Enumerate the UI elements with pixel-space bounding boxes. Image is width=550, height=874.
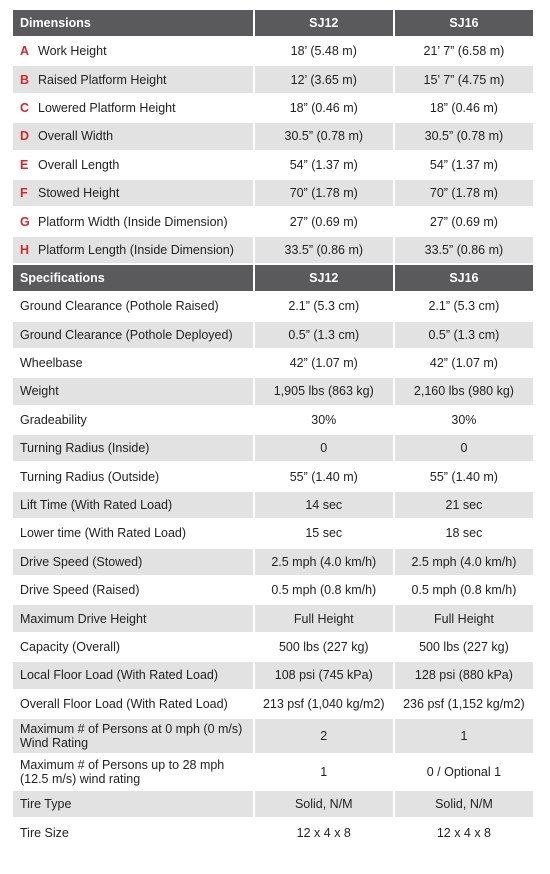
dimension-label: Raised Platform Height (38, 72, 167, 87)
dimension-sj12-value: 54” (1.37 m) (289, 157, 358, 172)
specification-label: Ground Clearance (Pothole Raised) (20, 299, 219, 314)
specification-sj12-value: 2 (255, 719, 393, 753)
dimension-row (13, 38, 533, 64)
dimension-label-cell (13, 95, 253, 121)
specification-sj16-value: 2,160 lbs (980 kg) (395, 378, 533, 404)
specification-sj12-value: 2.1” (5.3 cm) (288, 299, 360, 314)
specification-label: Capacity (Overall) (20, 640, 121, 654)
dimension-row (13, 208, 533, 234)
dimension-letter: C (20, 100, 30, 115)
specification-label: Weight (13, 378, 253, 404)
specification-row (13, 492, 533, 518)
dimensions-header-sj16: SJ16 (395, 10, 533, 36)
dimensions-header-sj12: SJ12 (255, 10, 393, 36)
specification-sj12-value: 15 sec (305, 526, 343, 541)
dimension-letter: E (20, 157, 29, 172)
specification-sj16-value: 500 lbs (227 kg) (419, 640, 509, 654)
specification-row (13, 293, 533, 319)
dimensions-header-row (13, 10, 533, 36)
dimension-sj16-value: 27” (0.69 m) (429, 214, 498, 229)
specification-row (13, 350, 533, 376)
specification-sj12-value: 1,905 lbs (863 kg) (255, 378, 393, 404)
specification-label: Local Floor Load (With Rated Load) (13, 662, 253, 688)
specification-label: Lift Time (With Rated Load) (13, 492, 253, 518)
specification-sj12-value: 14 sec (255, 492, 393, 518)
specification-sj12-value: 500 lbs (227 kg) (278, 640, 369, 654)
specifications-header-sj12: SJ12 (255, 265, 393, 291)
specification-row (13, 605, 533, 631)
specifications-header-label: Specifications (13, 265, 253, 291)
dimension-label: Platform Length (Inside Dimension) (38, 242, 234, 257)
specification-label: Gradeability (20, 412, 87, 427)
dimension-sj16-value: 18” (0.46 m) (429, 100, 498, 115)
dimension-label-cell (13, 123, 253, 149)
spec-table (11, 8, 535, 848)
specification-sj12-value: 55” (1.40 m) (289, 469, 358, 484)
specification-row (13, 791, 533, 817)
dimension-label-cell (13, 66, 253, 92)
specification-sj12-value: 42” (1.07 m) (289, 356, 358, 371)
specification-sj16-value: 18 sec (445, 526, 483, 541)
specification-row (13, 322, 533, 348)
dimension-row (13, 152, 533, 178)
dimension-label: Lowered Platform Height (38, 100, 176, 115)
specification-label: Tire Size (20, 825, 69, 840)
specification-row (13, 520, 533, 546)
dimension-letter: H (20, 242, 30, 257)
specification-row (13, 755, 533, 789)
specification-sj12-value: 0.5 mph (0.8 km/h) (271, 583, 377, 598)
specification-row (13, 691, 533, 717)
specification-label: Drive Speed (Stowed) (13, 549, 253, 575)
dimension-label: Stowed Height (38, 186, 120, 201)
specification-sj16-value: 2.1” (5.3 cm) (428, 299, 500, 314)
dimension-sj12-value: 27” (0.69 m) (289, 214, 358, 229)
specification-row (13, 577, 533, 603)
dimension-sj12-value: 30.5” (0.78 m) (255, 123, 393, 149)
dimension-sj16-value: 70” (1.78 m) (395, 180, 533, 206)
specification-sj16-value: 0.5 mph (0.8 km/h) (411, 583, 517, 598)
dimension-sj16-value: 33.5” (0.86 m) (395, 237, 533, 263)
dimension-label-cell (13, 38, 253, 64)
dimension-sj12-value: 33.5” (0.86 m) (255, 237, 393, 263)
specification-label: Turning Radius (Inside) (13, 435, 253, 461)
dimension-sj12-value: 18’ (5.48 m) (290, 44, 357, 59)
dimension-label: Platform Width (Inside Dimension) (38, 214, 228, 229)
dimension-letter: F (20, 186, 28, 201)
dimension-sj16-value: 21’ 7” (6.58 m) (423, 44, 505, 59)
specification-sj12-value: Solid, N/M (255, 791, 393, 817)
specifications-header-sj16: SJ16 (395, 265, 533, 291)
dimension-letter: G (20, 214, 30, 229)
specification-row (13, 435, 533, 461)
dimension-sj12-value: 70” (1.78 m) (255, 180, 393, 206)
specification-sj16-value: 30% (451, 412, 477, 427)
dimensions-body (13, 38, 533, 263)
dimension-label: Overall Length (38, 157, 120, 172)
specification-label: Maximum # of Persons at 0 mph (0 m/s) Wind Rating (13, 719, 253, 753)
dimension-sj16-value: 30.5” (0.78 m) (395, 123, 533, 149)
specification-sj16-value: 1 (395, 719, 533, 753)
dimension-label-cell (13, 237, 253, 263)
specification-sj12-value: Full Height (255, 605, 393, 631)
dimension-sj12-value: 18” (0.46 m) (289, 100, 358, 115)
dimension-label-cell (13, 180, 253, 206)
dimension-label: Work Height (38, 44, 107, 59)
specification-label: Tire Type (13, 791, 253, 817)
specification-sj16-value: 55” (1.40 m) (429, 469, 498, 484)
specification-sj16-value: 0.5” (1.3 cm) (395, 322, 533, 348)
dimension-row (13, 237, 533, 263)
specification-label: Drive Speed (Raised) (20, 583, 140, 598)
dimension-sj12-value: 12’ (3.65 m) (255, 66, 393, 92)
specification-row (13, 407, 533, 433)
dimension-row (13, 66, 533, 92)
dimension-label-cell (13, 152, 253, 178)
specification-sj16-value: 0 (395, 435, 533, 461)
specification-sj16-value: 128 psi (880 kPa) (395, 662, 533, 688)
dimension-label: Overall Width (38, 129, 114, 144)
dimension-row (13, 123, 533, 149)
specification-label: Maximum # of Persons up to 28 mph (12.5 m/s) wind rating (20, 757, 225, 786)
dimension-sj16-value: 15’ 7” (4.75 m) (395, 66, 533, 92)
specification-sj12-value: 108 psi (745 kPa) (255, 662, 393, 688)
specification-sj12-value: 0 (255, 435, 393, 461)
specification-row (13, 634, 533, 660)
specification-label: Ground Clearance (Pothole Deployed) (13, 322, 253, 348)
specification-sj16-value: 21 sec (395, 492, 533, 518)
specification-sj16-value: 0 / Optional 1 (426, 764, 502, 779)
specification-row (13, 549, 533, 575)
specification-sj12-value: 0.5” (1.3 cm) (255, 322, 393, 348)
spec-sheet (13, 8, 537, 848)
dimension-label-cell (13, 208, 253, 234)
specification-sj16-value: 2.5 mph (4.0 km/h) (395, 549, 533, 575)
specifications-header-row (13, 265, 533, 291)
specification-row (13, 378, 533, 404)
specification-sj16-value: 12 x 4 x 8 (436, 825, 492, 840)
specification-sj12-value: 1 (320, 764, 328, 779)
specification-sj16-value: 236 psf (1,152 kg/m2) (403, 696, 525, 711)
dimension-letter: B (20, 72, 30, 87)
dimension-sj16-value: 54” (1.37 m) (429, 157, 498, 172)
specification-sj16-value: Full Height (395, 605, 533, 631)
dimension-letter: D (20, 129, 30, 144)
specification-row (13, 662, 533, 688)
specification-label: Turning Radius (Outside) (20, 469, 160, 484)
specification-row (13, 463, 533, 489)
dimension-row (13, 95, 533, 121)
dimension-row (13, 180, 533, 206)
dimension-letter: A (20, 44, 30, 59)
specification-row (13, 819, 533, 845)
specification-label: Wheelbase (20, 356, 83, 371)
specification-sj12-value: 30% (311, 412, 337, 427)
specification-sj16-value: 42” (1.07 m) (429, 356, 498, 371)
specification-sj12-value: 2.5 mph (4.0 km/h) (255, 549, 393, 575)
specification-sj12-value: 213 psf (1,040 kg/m2) (262, 696, 385, 711)
specification-sj16-value: Solid, N/M (395, 791, 533, 817)
specification-label: Overall Floor Load (With Rated Load) (20, 696, 228, 711)
specifications-body (13, 293, 533, 846)
specification-label: Maximum Drive Height (13, 605, 253, 631)
specification-sj12-value: 12 x 4 x 8 (296, 825, 351, 840)
specification-label: Lower time (With Rated Load) (20, 526, 187, 541)
specification-row (13, 719, 533, 753)
dimensions-header-label: Dimensions (13, 10, 253, 36)
